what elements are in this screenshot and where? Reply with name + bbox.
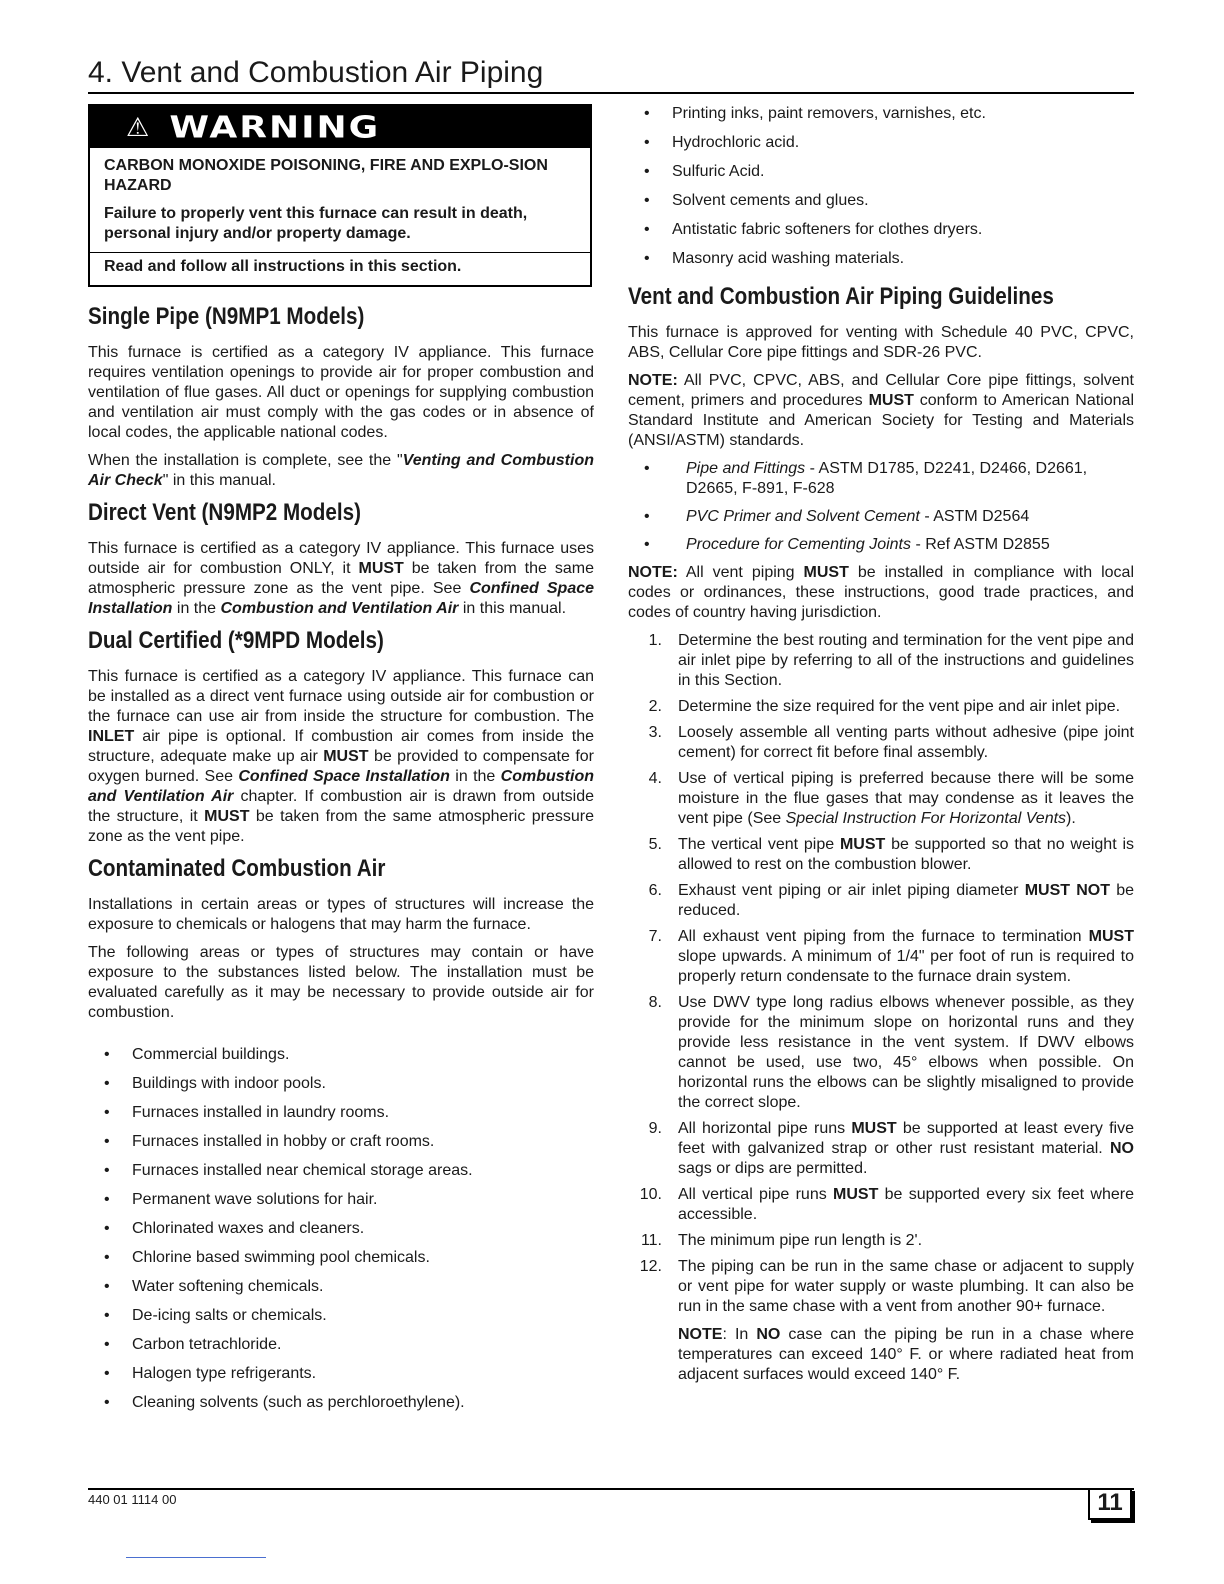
warning-word: WARNING bbox=[169, 109, 381, 145]
warning-triangle-icon: ⚠ bbox=[126, 112, 150, 142]
list-item: • Furnaces installed in laundry rooms. bbox=[88, 1103, 594, 1123]
spec-label: Procedure for Cementing Joints bbox=[686, 536, 911, 553]
emphasis-must: MUST bbox=[839, 836, 886, 853]
contaminated-air-heading: Contaminated Combustion Air bbox=[88, 855, 386, 882]
list-item: • Water softening chemicals. bbox=[88, 1277, 594, 1297]
step-text: be supported at least every five feet with galvanized strap or other rust resistant material. bbox=[678, 1120, 1135, 1157]
list-item: • Chlorinated waxes and cleaners. bbox=[88, 1219, 594, 1239]
step-number: 10. bbox=[639, 1186, 662, 1203]
list-item: • Commercial buildings. bbox=[88, 1045, 594, 1065]
single-pipe-paragraph: This furnace is certified as a category IV appliance. This furnace requires ventilation openings to provide air for proper combustion and ventilation of flue gases. All duct or openings for supplying combustion and ventilation air must comply with the gas codes or in absence of local codes, the applicable national codes. bbox=[88, 344, 594, 441]
step-text: Determine the best routing and termination for the vent pipe and air inlet pipe by referring to all of the instructions and guidelines in this Section. bbox=[678, 632, 1134, 689]
step-text: The piping can be run in the same chase or adjacent to supply or vent pipe for water supply or waste plumbing. It can also be run in the same chase with a vent from another 90+ furnace. bbox=[678, 1258, 1134, 1315]
note-label: NOTE: bbox=[628, 372, 678, 389]
text-fragment: in the bbox=[449, 768, 501, 785]
list-item: • Hydrochloric acid. bbox=[628, 133, 1134, 153]
list-item: • Masonry acid washing materials. bbox=[628, 249, 1134, 269]
step-number: 7. bbox=[648, 928, 662, 945]
emphasis-no: NO bbox=[1110, 1140, 1134, 1157]
spec-label: Pipe and Fittings bbox=[686, 460, 806, 477]
text-fragment: be installed in compliance with local codes or ordinances, these instructions, good trade practices, and codes of country having jurisdiction. bbox=[628, 564, 1134, 621]
text-fragment: chapter. If combustion air is drawn from outside the structure, it bbox=[88, 788, 595, 825]
step-number: 2. bbox=[648, 698, 662, 715]
step-number: 12. bbox=[639, 1258, 662, 1275]
spec-value: - ASTM D2564 bbox=[919, 508, 1030, 525]
step-text: Use DWV type long radius elbows whenever possible, as they provide for the minimum slope on horizontal runs and they provide less resistance in the vent system. If DWV elbows cannot be used, use two, 45° elbows when possible. On horizontal runs the elbows can be slightly misaligned to provide the correct slope. bbox=[678, 994, 1134, 1111]
spec-label: PVC Primer and Solvent Cement bbox=[686, 508, 920, 525]
guideline-steps bbox=[628, 631, 1134, 1385]
step-text: All horizontal pipe runs bbox=[678, 1120, 852, 1137]
horizontal-vents-reference: Special Instruction For Horizontal Vents bbox=[785, 810, 1067, 827]
emphasis-must: MUST bbox=[1088, 928, 1134, 945]
spec-value: - ASTM D1785, D2241, D2466, D2661, D2665, F-891, F-628 bbox=[686, 460, 1088, 497]
step-12-note bbox=[678, 1325, 1134, 1385]
step-text: ). bbox=[1066, 810, 1076, 827]
combustion-ventilation-reference: Combustion and Ventilation Air bbox=[220, 600, 459, 617]
step-item bbox=[628, 1119, 1134, 1179]
step-text: The minimum pipe run length is 2'. bbox=[678, 1232, 923, 1249]
step-item bbox=[628, 927, 1134, 987]
contaminated-paragraph-2: The following areas or types of structures may contain or have exposure to the substances listed below. The installation must be evaluated carefully as it may be necessary to provide outside air for combustion. bbox=[88, 944, 594, 1021]
step-number: 5. bbox=[648, 836, 662, 853]
step-item bbox=[628, 769, 1134, 829]
step-number: 1. bbox=[648, 632, 662, 649]
note-label: NOTE bbox=[678, 1326, 723, 1343]
guidelines-note-1 bbox=[628, 371, 1134, 451]
list-item: • Solvent cements and glues. bbox=[628, 191, 1134, 211]
emphasis-must: MUST bbox=[868, 392, 914, 409]
text-fragment: All vent piping bbox=[677, 564, 804, 581]
list-item bbox=[628, 507, 1134, 527]
single-pipe-heading: Single Pipe (N9MP1 Models) bbox=[88, 303, 365, 330]
footer-rule bbox=[88, 1488, 1134, 1490]
list-item bbox=[628, 535, 1134, 555]
list-item: • Permanent wave solutions for hair. bbox=[88, 1190, 594, 1210]
text-fragment: All PVC, CPVC, ABS, and Cellular Core pipe fittings, solvent cement, primers and procedures bbox=[628, 372, 1134, 409]
contaminant-list-continued bbox=[628, 104, 1134, 269]
text-fragment: conform to American National Standard Institute and American Society for Testing and Materials (ANSI/ASTM) standards. bbox=[628, 392, 1134, 449]
step-item bbox=[628, 835, 1134, 875]
warning-hazard: CARBON MONOXIDE POISONING, FIRE AND EXPLO-SION HAZARD bbox=[104, 157, 548, 194]
contaminated-paragraph-1: Installations in certain areas or types of structures will increase the exposure to chemicals or halogens that may harm the furnace. bbox=[88, 896, 594, 933]
step-text: sags or dips are permitted. bbox=[678, 1160, 868, 1177]
step-item bbox=[628, 631, 1134, 691]
link-underline bbox=[126, 1557, 266, 1558]
page-title: 4. Vent and Combustion Air Piping bbox=[88, 54, 1134, 94]
text-fragment: This furnace is certified as a category IV appliance. This furnace can be installed as a direct vent furnace using outside air for combustion or the furnace can use air from inside the structure for combustion. The bbox=[88, 668, 594, 725]
step-number: 9. bbox=[648, 1120, 662, 1137]
page-number: 11 bbox=[1088, 1488, 1132, 1520]
step-number: 11. bbox=[640, 1232, 662, 1249]
dual-certified-heading: Dual Certified (*9MPD Models) bbox=[88, 627, 384, 654]
step-number: 8. bbox=[648, 994, 662, 1011]
step-text: slope upwards. A minimum of bbox=[678, 948, 897, 965]
direct-vent-paragraph bbox=[88, 539, 594, 619]
text-fragment: be taken from the same atmospheric pressure zone as the vent pipe. See bbox=[88, 560, 594, 597]
step-text: be supported so that no weight is allowed to rest on the combustion blower. bbox=[678, 836, 1134, 873]
confined-space-reference: Confined Space Installation bbox=[238, 768, 450, 785]
step-text: Loosely assemble all venting parts without adhesive (pipe joint cement) for correct fit before final assembly. bbox=[678, 724, 1134, 761]
emphasis-must: MUST bbox=[358, 560, 404, 577]
step-number: 3. bbox=[648, 724, 662, 741]
list-item: • Sulfuric Acid. bbox=[628, 162, 1134, 182]
emphasis-must: MUST bbox=[323, 748, 369, 765]
list-item: • Furnaces installed in hobby or craft rooms. bbox=[88, 1132, 594, 1152]
text-fragment: This furnace is certified as a category IV appliance. This furnace uses outside air for combustion ONLY, it bbox=[88, 540, 594, 577]
right-column bbox=[628, 104, 1134, 1391]
text-fragment: in the bbox=[172, 600, 221, 617]
emphasis-must-not: MUST NOT bbox=[1024, 882, 1110, 899]
step-text: Determine the size required for the vent pipe and air inlet pipe. bbox=[678, 698, 1121, 715]
step-text: be reduced. bbox=[678, 882, 1134, 919]
step-text: All vertical pipe runs bbox=[678, 1186, 834, 1203]
step-item bbox=[628, 1231, 1134, 1251]
list-item: • Buildings with indoor pools. bbox=[88, 1074, 594, 1094]
emphasis-inlet: INLET bbox=[88, 728, 135, 745]
list-item: • Furnaces installed near chemical storage areas. bbox=[88, 1161, 594, 1181]
step-item bbox=[628, 697, 1134, 717]
step-item bbox=[628, 881, 1134, 921]
step-item bbox=[628, 723, 1134, 763]
guidelines-note-2 bbox=[628, 563, 1134, 623]
step-text: case can the piping be run in a chase where temperatures can exceed 140° F. or where radiated heat from adjacent surfaces would exceed 140° F. bbox=[678, 1326, 1134, 1383]
warning-body bbox=[90, 148, 590, 285]
text-fragment: be taken from the same atmospheric pressure zone as the vent pipe. bbox=[88, 808, 594, 845]
spec-value: - Ref ASTM D2855 bbox=[911, 536, 1050, 553]
warning-header bbox=[90, 106, 590, 148]
emphasis-must: MUST bbox=[833, 1186, 879, 1203]
standards-list bbox=[628, 459, 1134, 555]
list-item bbox=[628, 459, 1134, 499]
step-item bbox=[628, 1185, 1134, 1225]
text-fragment: air pipe is optional. If combustion air comes from inside the structure, adequate make up air bbox=[88, 728, 594, 765]
text-fragment: in this manual. bbox=[458, 600, 567, 617]
step-number: 4. bbox=[648, 770, 662, 787]
step-text: Use of vertical piping is preferred because there will be some moisture in the flue gases that may condense as it leaves the vent pipe (See bbox=[678, 770, 1134, 827]
venting-check-reference: Venting and Combustion Air Check bbox=[88, 452, 594, 489]
list-item: • Cleaning solvents (such as perchloroethylene). bbox=[88, 1393, 594, 1413]
emphasis-no: NO bbox=[756, 1326, 781, 1343]
contaminant-list bbox=[88, 1045, 594, 1413]
left-column bbox=[88, 104, 594, 1422]
list-item: • Chlorine based swimming pool chemicals. bbox=[88, 1248, 594, 1268]
step-item bbox=[628, 1257, 1134, 1385]
confined-space-reference: Confined Space Installation bbox=[88, 580, 595, 617]
step-item bbox=[628, 993, 1134, 1113]
direct-vent-heading: Direct Vent (N9MP2 Models) bbox=[88, 499, 361, 526]
step-text: per foot of run is required to properly return condensate to the furnace drain system. bbox=[678, 948, 1134, 985]
warning-box bbox=[88, 104, 592, 287]
dual-certified-paragraph bbox=[88, 667, 594, 847]
emphasis-must: MUST bbox=[204, 808, 250, 825]
step-text: The vertical vent pipe bbox=[678, 836, 840, 853]
warning-consequence: Failure to properly vent this furnace can result in death, personal injury and/or property damage. bbox=[104, 205, 528, 242]
combustion-ventilation-reference: Combustion and Ventilation Air bbox=[88, 768, 594, 805]
document-code: 440 01 1114 00 bbox=[88, 1492, 177, 1507]
step-text: : In bbox=[722, 1326, 757, 1343]
text-fragment: " in this manual. bbox=[162, 472, 276, 489]
list-item: • Antistatic fabric softeners for clothes dryers. bbox=[628, 220, 1134, 240]
emphasis-must: MUST bbox=[803, 564, 849, 581]
emphasis-must: MUST bbox=[851, 1120, 897, 1137]
note-label: NOTE: bbox=[628, 564, 678, 581]
text-fragment: When the installation is complete, see the " bbox=[88, 452, 403, 469]
list-item: • De-icing salts or chemicals. bbox=[88, 1306, 594, 1326]
warning-instruction: Read and follow all instructions in this section. bbox=[90, 252, 590, 281]
step-text: All exhaust vent piping from the furnace to termination bbox=[678, 928, 1089, 945]
list-item: • Halogen type refrigerants. bbox=[88, 1364, 594, 1384]
guidelines-paragraph: This furnace is approved for venting with Schedule 40 PVC, CPVC, ABS, Cellular Core pipe fittings and SDR-26 PVC. bbox=[628, 324, 1134, 361]
slope-fraction: 1/4" bbox=[896, 948, 925, 965]
list-item: • Carbon tetrachloride. bbox=[88, 1335, 594, 1355]
single-pipe-check-paragraph bbox=[88, 451, 594, 491]
step-text: be supported every six feet where accessible. bbox=[678, 1186, 1135, 1223]
guidelines-heading: Vent and Combustion Air Piping Guidelines bbox=[628, 283, 1054, 310]
step-text: Exhaust vent piping or air inlet piping diameter bbox=[678, 882, 1025, 899]
step-number: 6. bbox=[648, 882, 662, 899]
text-fragment: be provided to compensate for oxygen burned. See bbox=[88, 748, 594, 785]
list-item: • Printing inks, paint removers, varnishes, etc. bbox=[628, 104, 1134, 124]
